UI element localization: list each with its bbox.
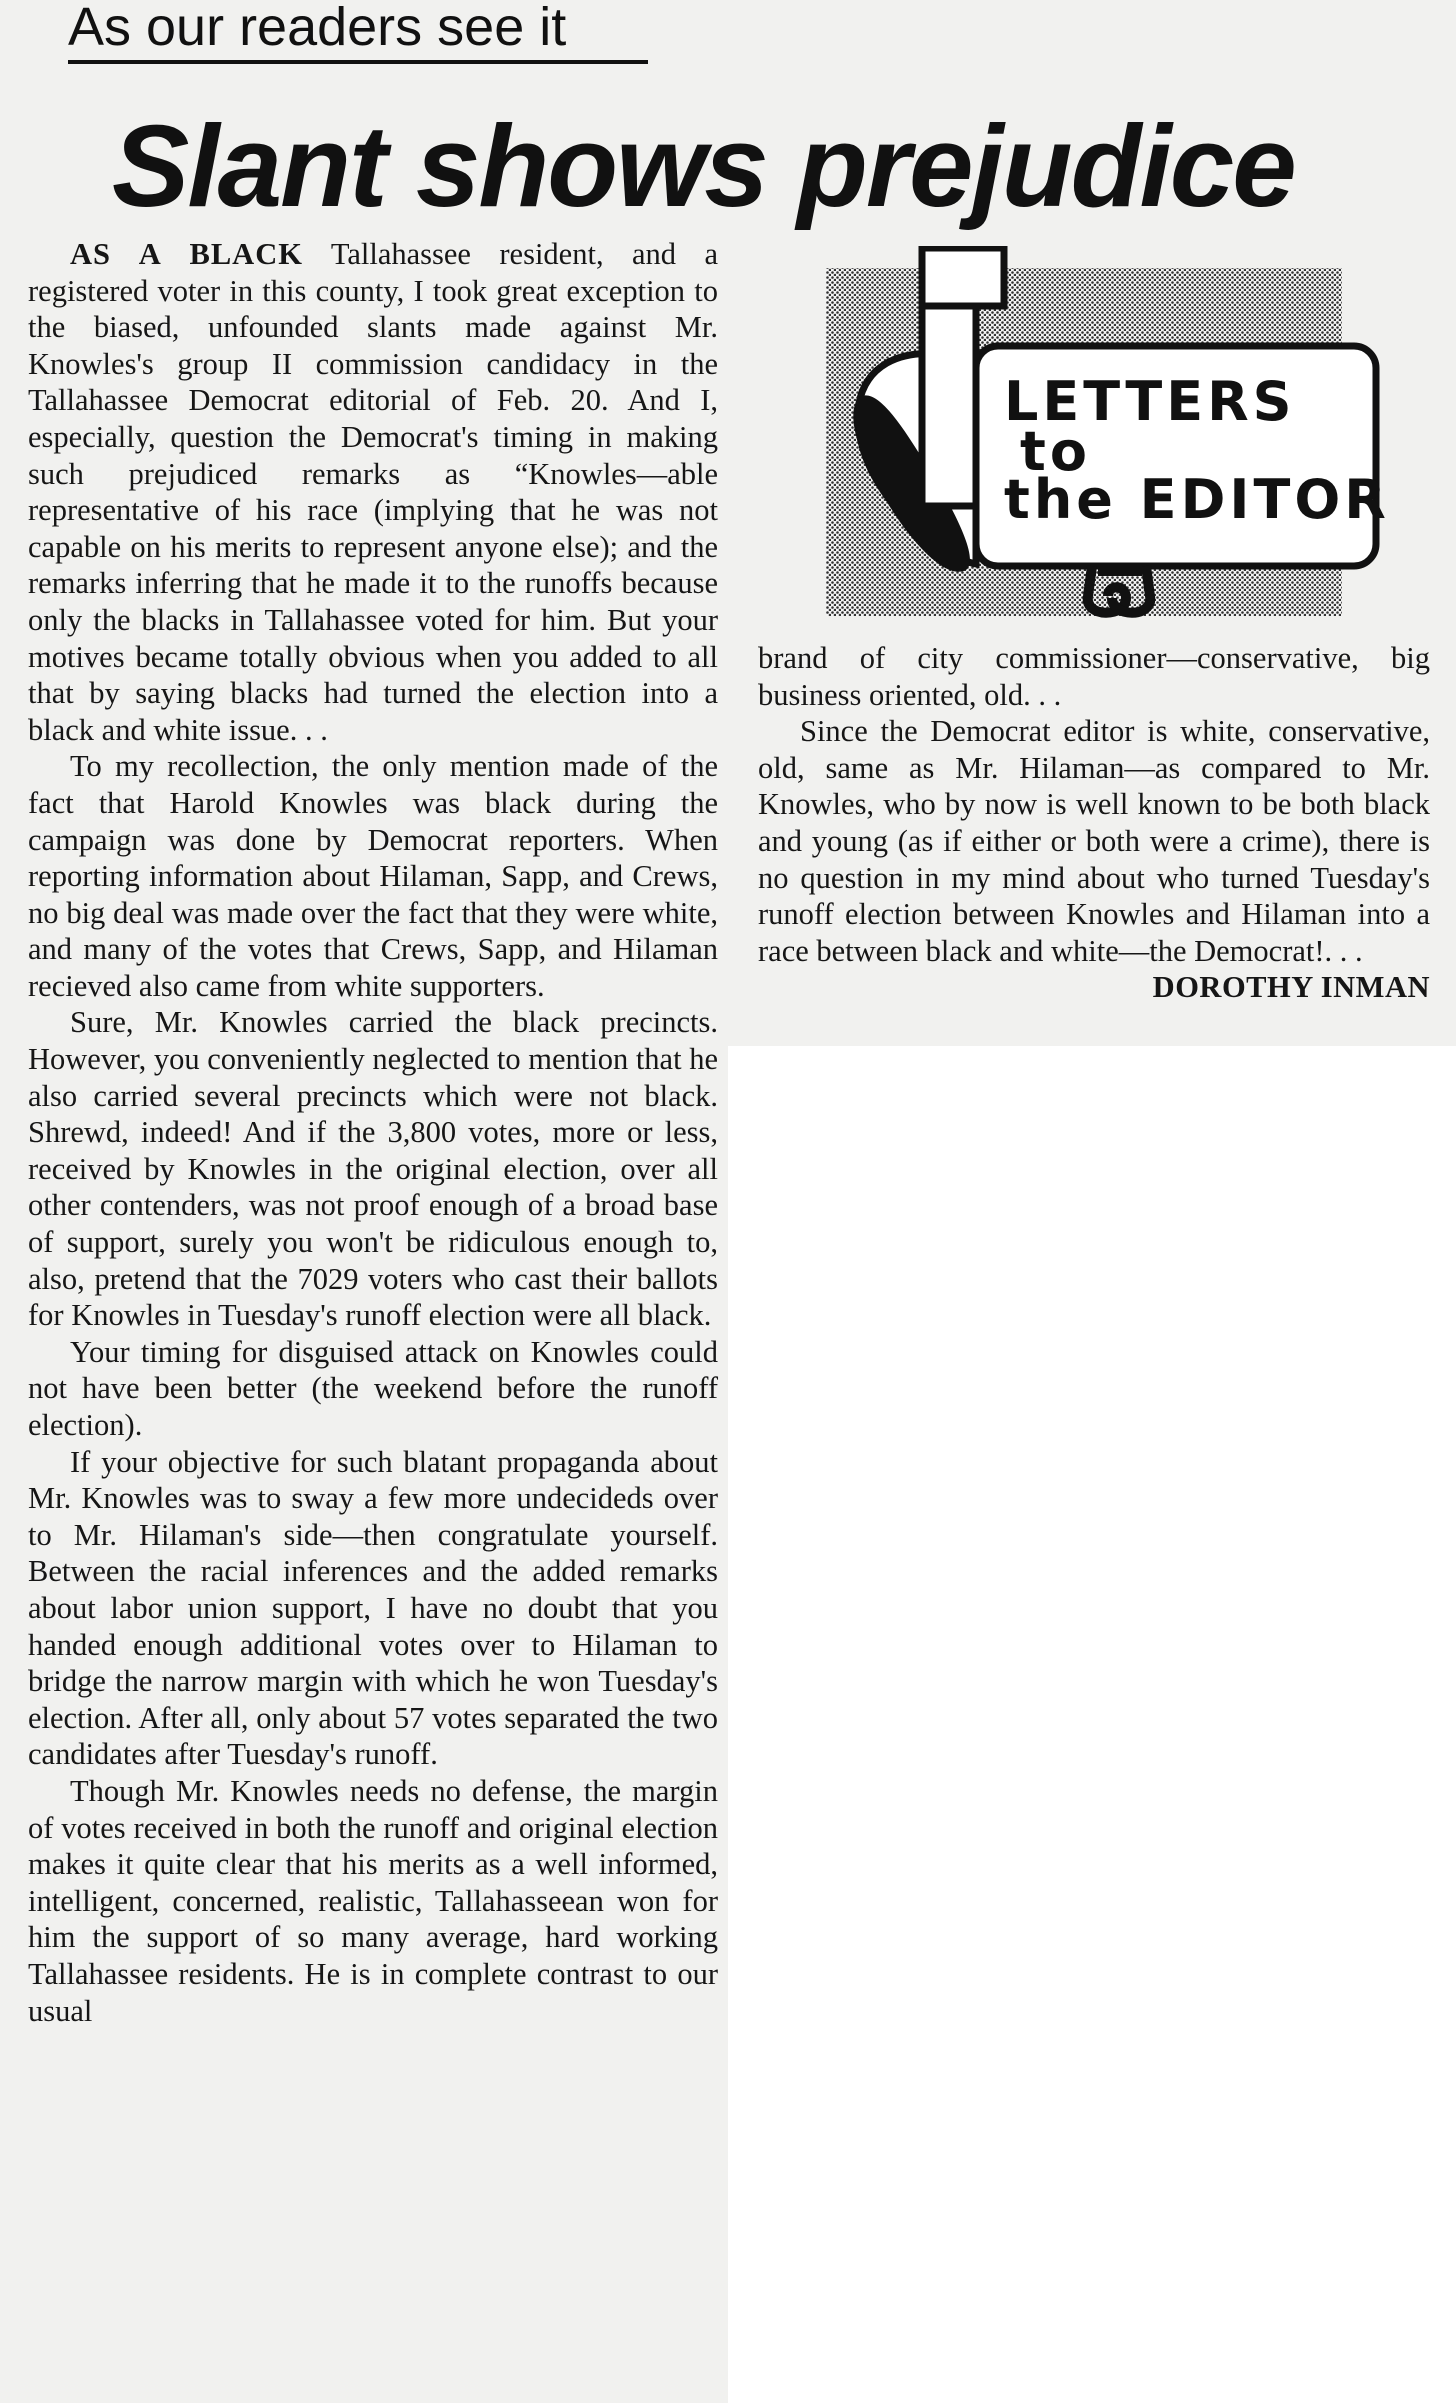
paragraph-1-text: Tallahassee resident, and a registered voter in this county, I took great exception to the biased, unfounded slants made against Mr. Knowles's group II commission candidacy in the Tallahassee Democrat editorial of Feb. 20. And I, especially, question the Democrat's timing in making such prejudiced remarks as “Knowles—able representative of his race (implying that he was not capable on his merits to represent anyone else); and the remarks inferring that he made it to the runoffs because only the blacks in Tallahassee voted for him. But your motives became totally obvious when you added to all that by saying blacks had turned the election into a black and white issue. . .	[28, 237, 718, 747]
mailbox-illustration	[826, 246, 1382, 622]
paragraph-8: Since the Democrat editor is white, conservative, old, same as Mr. Hilaman—as compared to Mr. Knowles, who by now is well known to be both black and young (as if either or both were a crime), there is no question in my mind about who turned Tuesday's runoff election between Knowles and Hilaman into a race between black and white—the Democrat!. . .	[758, 714, 1430, 968]
headline: Slant shows prejudice	[112, 101, 1295, 231]
logo-text-the-editor: the EDITOR	[1004, 468, 1390, 531]
paragraph-6: Though Mr. Knowles needs no defense, the margin of votes received in both the runoff and original election makes it quite clear that his merits as a well informed, intelligent, concerned, realistic, Tallahasseean won for him the support of so many average, hard working Tallahassee residents. He is in complete contrast to our usual	[28, 1773, 718, 2028]
signature: DOROTHY INMAN	[1152, 970, 1430, 1005]
letter-column-right	[758, 640, 1430, 1006]
paragraph-7: brand of city commissioner—conservative, big business oriented, old. . .	[758, 641, 1430, 712]
lead-in: AS A BLACK	[70, 237, 303, 271]
mailbox-flag	[922, 248, 1004, 306]
letters-to-the-editor-logo	[826, 246, 1390, 622]
paragraph-1	[28, 236, 718, 748]
logo-text-letters: LETTERS	[1004, 370, 1296, 433]
logo-text-to: to	[1020, 420, 1091, 483]
letter-column-left	[28, 236, 718, 2029]
paragraph-3: Sure, Mr. Knowles carried the black precincts. However, you conveniently neglected to mention that he also carried several precincts which were not black. Shrewd, indeed! And if the 3,800 votes, more or less, received by Knowles in the original election, over all other contenders, was not proof enough of a broad base of support, surely you won't be ridiculous enough to, also, pretend that the 7029 voters who cast their ballots for Knowles in Tuesday's runoff election were all black.	[28, 1005, 718, 1333]
paragraph-5: If your objective for such blatant propaganda about Mr. Knowles was to sway a few more undecideds over to Mr. Hilaman's side—then congratulate yourself. Between the racial inferences and the added remarks about labor union support, I have no doubt that you handed enough additional votes over to Hilaman to bridge the narrow margin with which he won Tuesday's election. After all, only about 57 votes separated the two candidates after Tuesday's runoff.	[28, 1444, 718, 1772]
mailbox-post-cap	[1098, 564, 1142, 576]
paragraph-4: Your timing for disguised attack on Knowles could not have been better (the weekend before the runoff election).	[28, 1334, 718, 1442]
section-kicker: As our readers see it	[68, 0, 648, 64]
paragraph-2: To my recollection, the only mention made of the fact that Harold Knowles was black during the campaign was done by Democrat reporters. When reporting information about Hilaman, Sapp, and Crews, no big deal was made over the fact that they were white, and many of the votes that Crews, Sapp, and Hilaman recieved also came from white supporters.	[28, 749, 718, 1003]
